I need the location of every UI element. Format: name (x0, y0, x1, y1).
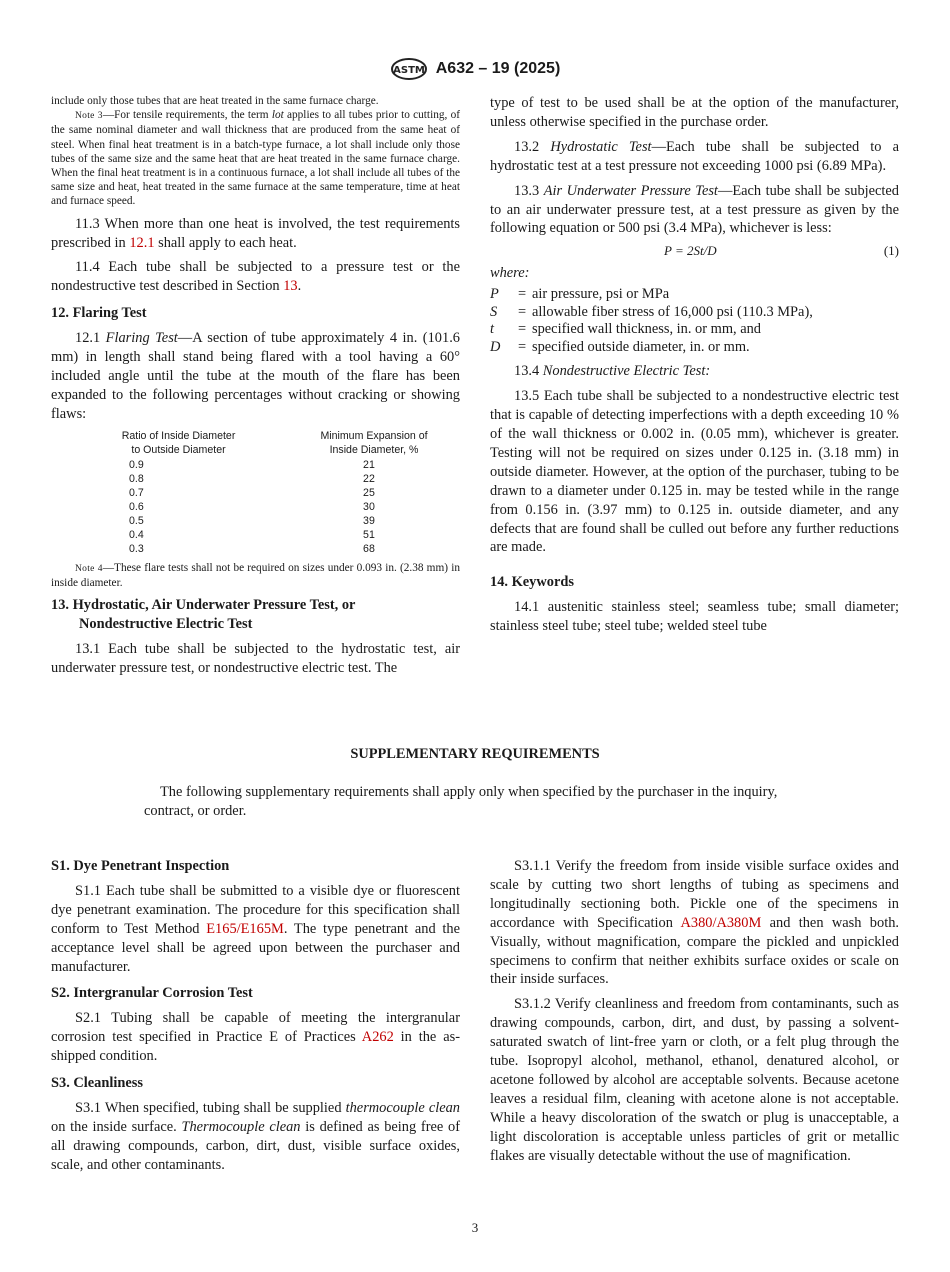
flare-ratio-cell: 0.6 (129, 500, 144, 513)
paragraph-s2-1: S2.1 Tubing shall be capable of meeting the intergranular corrosion test specified in Practice E of Practices A262 in the as-shipped condition. (51, 1010, 460, 1065)
flare-ratio-cell: 0.4 (129, 528, 144, 541)
paragraph-13-2: 13.2 Hydrostatic Test—Each tube shall be subjected to a hydrostatic test at a test pressure not exceeding 1000 psi (6.89 MPa). (490, 138, 900, 174)
paragraph-s3-1: S3.1 When specified, tubing shall be supplied thermocouple clean on the inside surface. Thermocouple clean is defined as being free of all drawing compounds, carbon, dirt, dust, visible surface oxides, scale, and other contaminants. (51, 1099, 460, 1173)
heading-12: 12. Flaring Test (51, 305, 147, 322)
variable-sym: P (490, 286, 499, 303)
flare-table-row (69, 486, 460, 500)
paragraph-s1-1: S1.1 Each tube shall be submitted to a visible dye or fluorescent dye penetrant examination. The procedure for this specification shall conform to Test Method E165/E165M. The type penetrant and the acceptance level shall be agreed upon between the purchaser and manufacturer. (51, 882, 460, 975)
paragraph-12-1: 12.1 Flaring Test—A section of tube approximately 4 in. (101.6 mm) in length shall stand being flared with a tool having a 60° included angle until the tube at the mouth of the flare has been expanded to the following percentages without cracking or showing flaws: (51, 330, 460, 422)
paragraph-13-1: 13.1 Each tube shall be subjected to the hydrostatic test, air underwater pressure test, or nondestructive electric test. The (51, 640, 460, 676)
paragraph-s3-1-2: S3.1.2 Verify cleanliness and freedom from contaminants, such as drawing compounds, carbon, dirt, and dust, by passing a solvent-saturated swatch of lint-free yarn or cloth, or a felt plug through the tube. Isopropyl alcohol, methanol, ethanol, denatured alcohol, or acetone followed by alcohol are acceptable solvents. Because acetone leaves a residual film, cleaning with acetone alone is not acceptable. While a heavy discoloration of the swatch or plug is unacceptable, a light discoloration is acceptable unless particles of grit or metallic flakes are visually detectable without the use of magnification. (490, 996, 899, 1164)
flare-table-row (69, 514, 460, 528)
variables-table (490, 286, 813, 356)
equation-formula: P = 2St/D (664, 243, 717, 259)
flare-expansion-cell: 39 (363, 514, 375, 527)
variable-sym: t (490, 321, 494, 338)
heading-s1: S1. Dye Penetrant Inspection (51, 858, 230, 874)
flare-expansion-cell: 30 (363, 500, 375, 513)
paragraph-11-3: 11.3 When more than one heat is involved, the test requirements prescribed in 12.1 shall apply to each heat. (51, 215, 460, 251)
heading-13: 13. Hydrostatic, Air Underwater Pressure Test, or Nondestructive Electric Test (51, 597, 356, 632)
paragraph-13-4: 13.4 Nondestructive Electric Test: (514, 363, 711, 380)
flare-ratio-cell: 0.3 (129, 542, 144, 555)
left-column-top (51, 94, 460, 678)
variable-sym: S (490, 303, 498, 320)
link-12-1[interactable]: 12.1 (129, 234, 155, 251)
variable-sym: D (490, 338, 501, 355)
variable-row (490, 286, 813, 304)
flare-expansion-cell: 51 (363, 528, 375, 541)
flare-ratio-cell: 0.8 (129, 472, 144, 485)
page-header (0, 58, 950, 80)
flare-table-row (69, 472, 460, 486)
variable-row (490, 304, 813, 322)
paragraph-13-3: 13.3 Air Underwater Pressure Test—Each tube shall be subjected to an air underwater pressure test, at a test pressure as given by the following equation or 500 psi (3.4 MPa), whichever is less: (490, 182, 900, 237)
variable-desc: allowable fiber stress of 16,000 psi (110.3 MPa), (532, 303, 813, 320)
flare-col2-header: Minimum Expansion of Inside Diameter, % (320, 429, 428, 456)
link-section-13[interactable]: 13 (283, 278, 298, 295)
flare-ratio-cell: 0.7 (129, 486, 144, 499)
right-column-bottom (490, 857, 899, 1166)
note-4: Note 4—These flare tests shall not be required on sizes under 0.093 in. (2.38 mm) in inside diameter. (51, 561, 460, 589)
variable-row (490, 321, 813, 339)
flare-expansion-cell: 21 (363, 458, 375, 471)
variable-row (490, 339, 813, 357)
variable-desc: specified wall thickness, in. or mm, and (532, 321, 761, 338)
page-number: 3 (471, 1220, 479, 1235)
flare-ratio-cell: 0.9 (129, 458, 144, 471)
link-e165[interactable]: E165/E165M (206, 920, 284, 937)
heading-s2: S2. Intergranular Corrosion Test (51, 985, 253, 1002)
flare-ratio-cell: 0.5 (129, 514, 144, 527)
paragraph-14-1: 14.1 austenitic stainless steel; seamless tube; small diameter; stainless steel tube; steel tube; welded steel tube (490, 599, 899, 635)
variable-eq: = (517, 321, 527, 338)
where-label: where: (490, 265, 530, 282)
variable-desc: air pressure, psi or MPa (532, 286, 670, 303)
document-designation: A632 – 19 (2025) (435, 60, 561, 77)
flare-expansion-cell: 25 (363, 486, 375, 499)
right-column-top (490, 94, 899, 636)
paragraph-13-5: 13.5 Each tube shall be subjected to a nondestructive electric test that is capable of detecting imperfections with a depth exceeding 10 % of the wall thickness or 0.002 in. (0.05 mm), whichever is greater. Testing will not be required on sizes under 0.125 in. (3.18 mm) in outside diameter. However, at the option of the purchaser, tubing to be drawn to a diameter under 0.125 in. may be tested while in the range from 0.156 in. (3.97 mm) to 0.125 in. outside diameter, and any defects that are found shall be culled out before any further reductions are made. (490, 388, 899, 556)
flare-table-row (69, 542, 460, 556)
supplementary-intro: The following supplementary requirements shall apply only when specified by the purchaser in the inquiry, contract, or order. (144, 784, 778, 819)
link-a380[interactable]: A380/A380M (680, 914, 762, 931)
astm-logo-icon (390, 58, 428, 80)
flare-table-row (69, 528, 460, 542)
equation-number: (1) (883, 243, 899, 259)
continuation-text: include only those tubes that are heat treated in the same furnace charge. (51, 95, 379, 107)
flare-table-row (69, 500, 460, 514)
svg-text:ASTM: ASTM (392, 65, 425, 76)
flare-expansion-cell: 68 (363, 542, 375, 555)
link-a262[interactable]: A262 (361, 1029, 394, 1046)
variable-desc: specified outside diameter, in. or mm. (532, 338, 750, 355)
note-3: Note 3—For tensile requirements, the term lot applies to all tubes prior to cutting, of the same nominal diameter and wall thickness that are produced from the same heat of steel. When final heat treatment is in a batch-type furnace, a lot shall include only those tubes of the same size and the same heat that are heat treated in the same furnace charge. When the final heat treatment is in a continuous furnace, a lot shall include all tubes of the same size and heat, heat treated in the same furnace at the same temperature, time at heat and furnace speed. (51, 109, 460, 208)
variable-eq: = (517, 286, 527, 303)
paragraph-11-4: 11.4 Each tube shall be subjected to a pressure test or the nondestructive test described in Section 13. (51, 259, 460, 295)
flare-col1-header: Ratio of Inside Diameter to Outside Diameter (121, 429, 236, 456)
flare-expansion-cell: 22 (363, 472, 375, 485)
paragraph-13-1-cont: type of test to be used shall be at the option of the manufacturer, unless otherwise specified in the purchase order. (490, 95, 899, 130)
variable-eq: = (517, 338, 527, 355)
equation-1 (490, 241, 899, 261)
variable-eq: = (517, 303, 527, 320)
supplementary-title: SUPPLEMENTARY REQUIREMENTS (350, 746, 600, 762)
heading-s3: S3. Cleanliness (51, 1075, 143, 1092)
flare-table (69, 428, 460, 556)
paragraph-s3-1-1: S3.1.1 Verify the freedom from inside visible surface oxides and scale by cutting two short lengths of tubing as specimens and longitudinally sectioning both. Pickle one of the specimens in accordance with Specification A380/A380M and then wash both. Visually, without magnification, compare the pickled and unpickled specimens to confirm that neither exhibits surface oxides or scale on their inside surfaces. (490, 858, 899, 988)
heading-14: 14. Keywords (490, 574, 574, 591)
left-column-bottom (51, 857, 460, 1175)
flare-table-row (69, 458, 460, 472)
